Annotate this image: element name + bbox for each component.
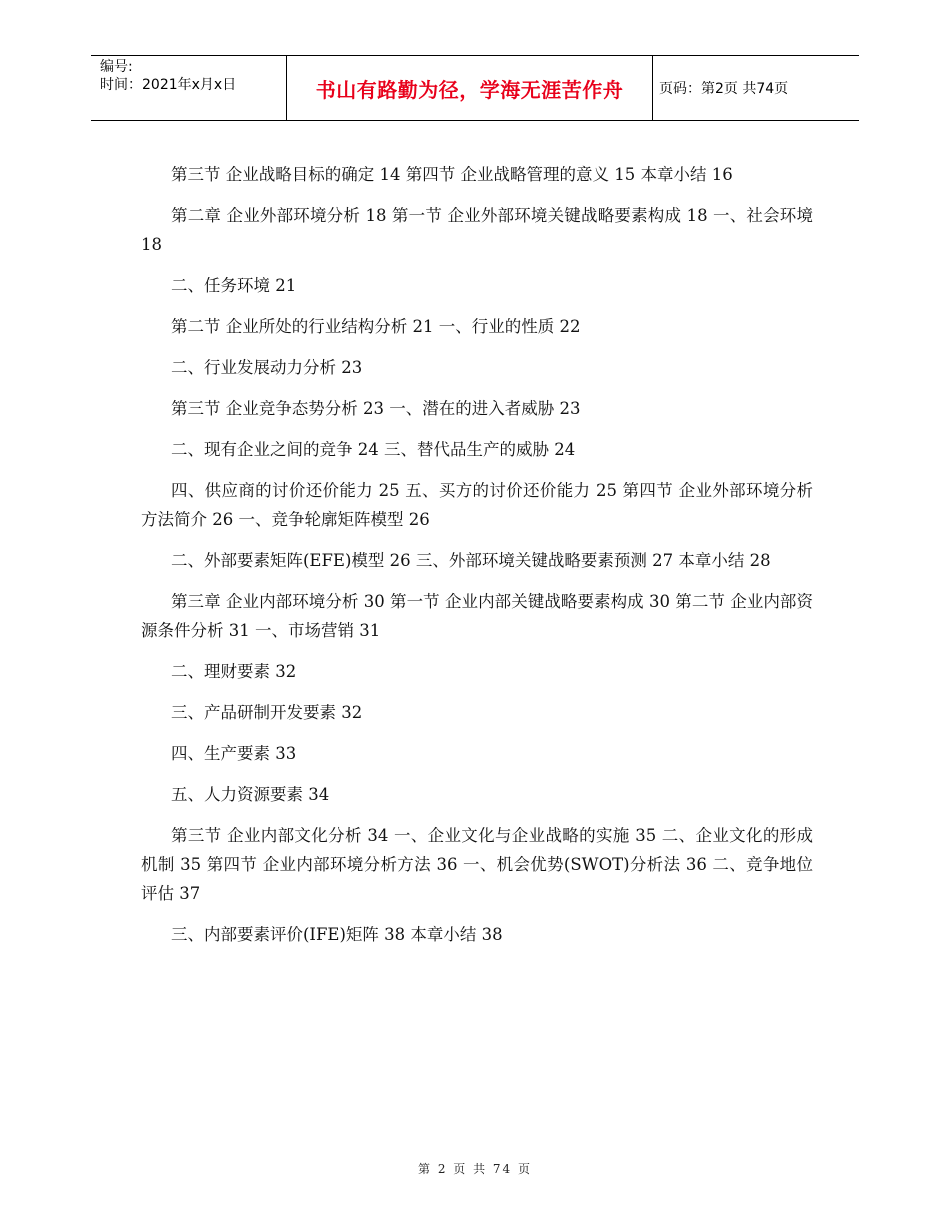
toc-paragraph: 第二章 企业外部环境分析 18 第一节 企业外部环境关键战略要素构成 18 一、社会环境 18 [141, 206, 813, 254]
page-header [91, 55, 859, 121]
toc-paragraph: 二、理财要素 32 [171, 662, 297, 681]
toc-paragraph: 第三节 企业战略目标的确定 14 第四节 企业战略管理的意义 15 本章小结 16 [171, 165, 733, 184]
header-motto-cell [286, 56, 653, 120]
toc-paragraph: 第三节 企业内部文化分析 34 一、企业文化与企业战略的实施 35 二、企业文化的形成机制 35 第四节 企业内部环境分析方法 36 一、机会优势(SWOT)分析法 36 二、竞争地位评估 37 [141, 826, 813, 903]
header-page-label: 页码：第2页 共74页 [659, 81, 789, 97]
toc-paragraph: 第二节 企业所处的行业结构分析 21 一、行业的性质 22 [171, 317, 581, 336]
toc-paragraph: 三、内部要素评价(IFE)矩阵 38 本章小结 38 [171, 925, 503, 944]
toc-paragraph: 三、产品研制开发要素 32 [171, 703, 363, 722]
page-footer: 第 2 页 共 74 页 [418, 1162, 532, 1176]
toc-paragraph: 二、行业发展动力分析 23 [171, 358, 363, 377]
header-motto: 书山有路勤为径，学海无涯苦作舟 [315, 77, 624, 102]
toc-paragraph: 四、生产要素 33 [171, 744, 297, 763]
document-number-label: 编号: [100, 59, 133, 75]
toc-content [141, 160, 813, 961]
toc-paragraph: 第三节 企业竞争态势分析 23 一、潜在的进入者威胁 23 [171, 399, 581, 418]
header-meta [100, 58, 286, 94]
toc-paragraph: 二、现有企业之间的竞争 24 三、替代品生产的威胁 24 [171, 440, 576, 459]
toc-paragraph: 二、任务环境 21 [171, 276, 297, 295]
toc-paragraph: 五、人力资源要素 34 [171, 785, 330, 804]
document-time-label: 时间：2021年x月x日 [100, 77, 237, 93]
toc-paragraph: 二、外部要素矩阵(EFE)模型 26 三、外部环境关键战略要素预测 27 本章小结 28 [171, 551, 771, 570]
toc-paragraph: 四、供应商的讨价还价能力 25 五、买方的讨价还价能力 25 第四节 企业外部环境分析方法简介 26 一、竞争轮廓矩阵模型 26 [141, 481, 813, 529]
toc-paragraph: 第三章 企业内部环境分析 30 第一节 企业内部关键战略要素构成 30 第二节 企业内部资源条件分析 31 一、市场营销 31 [141, 592, 813, 640]
